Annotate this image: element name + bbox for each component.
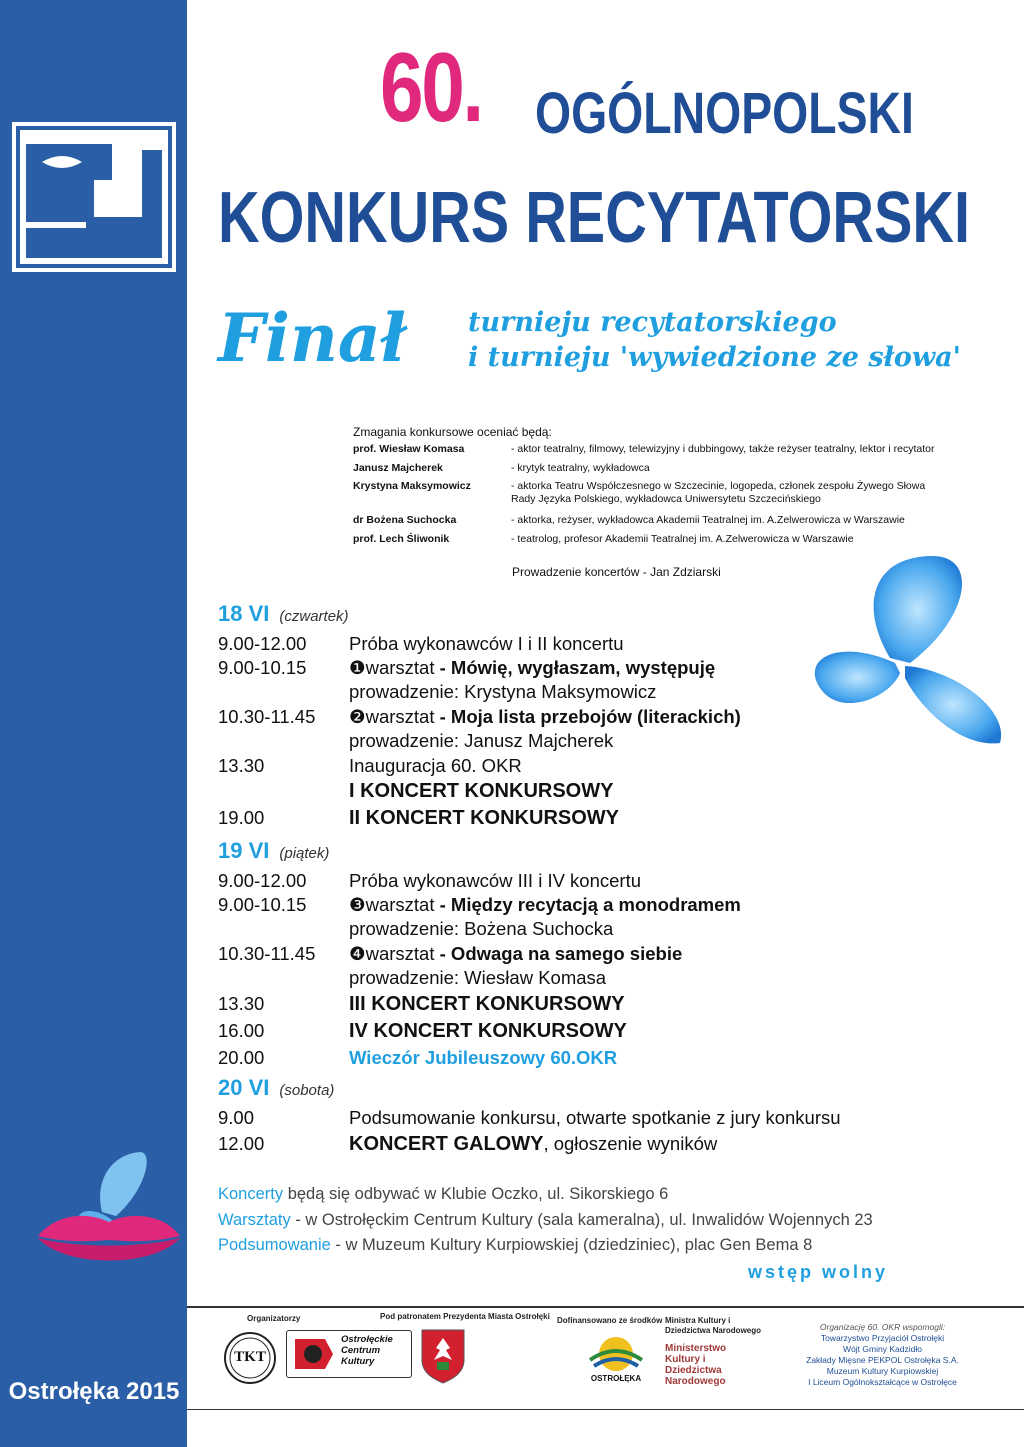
row-time: 13.30 — [218, 993, 265, 1014]
day-date: 19 VI — [218, 838, 270, 863]
jury-name: prof. Wiesław Komasa — [353, 443, 465, 455]
row-time: 10.30-11.45 — [218, 943, 316, 964]
day-weekday: (sobota) — [279, 1082, 335, 1099]
tkt-logo — [222, 1330, 278, 1386]
footer-bottom-divider — [187, 1409, 1024, 1410]
jury-name: Krystyna Maksymowicz — [353, 480, 471, 492]
day-heading — [218, 838, 329, 864]
day-date: 20 VI — [218, 1075, 270, 1100]
jury-member — [353, 462, 951, 475]
jury-name: Janusz Majcherek — [353, 462, 443, 474]
footer-divider — [187, 1306, 1024, 1308]
finale-word: Finał — [218, 299, 407, 377]
row-text: warsztat — [365, 894, 440, 915]
day-weekday: (piątek) — [279, 845, 330, 862]
title-line-2: KONKURS RECYTATORSKI — [218, 178, 971, 258]
helper-item: Towarzystwo Przyjaciół Ostrołęki — [820, 1333, 945, 1344]
occ-logo-icon — [291, 1335, 337, 1373]
row-text: prowadzenie: Bożena Suchocka — [349, 918, 614, 939]
row-bold: II KONCERT KONKURSOWY — [349, 807, 619, 829]
row-time: 10.30-11.45 — [218, 706, 316, 727]
location-line — [218, 1185, 668, 1204]
row-time: 16.00 — [218, 1020, 265, 1041]
title-line-1: OGÓLNOPOLSKI — [535, 81, 914, 146]
host-line: Prowadzenie koncertów - Jan Zdziarski — [512, 565, 721, 579]
helper-item: I Liceum Ogólnokształcące w Ostrołęce — [808, 1377, 957, 1388]
ostroleka-logo — [584, 1334, 648, 1390]
jury-member — [353, 480, 941, 506]
row-time: 9.00-12.00 — [218, 870, 307, 891]
city-year: Ostrołęka 2015 — [8, 1378, 180, 1405]
jury-desc: - aktorka, reżyser, wykładowca Akademii Teatralnej im. A.Zelwerowicza w Warszawie — [511, 514, 905, 526]
row-time: 13.30 — [218, 755, 265, 776]
butterfly-icon — [780, 548, 1020, 748]
patronage-label: Pod patronatem Prezydenta Miasta Ostrołęki — [380, 1312, 550, 1321]
workshop-number-icon: ❹ — [349, 943, 366, 964]
row-bold: III KONCERT KONKURSOWY — [349, 993, 625, 1015]
row-bold: - Mówię, wygłaszam, występuję — [439, 657, 716, 678]
row-text: , ogłoszenie wyników — [543, 1133, 718, 1154]
ministry-logo: Ministerstwo Kultury i Dziedzictwa Narodowego — [665, 1343, 727, 1387]
coat-of-arms-icon — [420, 1328, 466, 1384]
row-time: 12.00 — [218, 1133, 265, 1154]
row-text: Próba wykonawców III i IV koncertu — [349, 870, 642, 891]
location-line — [218, 1211, 873, 1230]
location-line — [218, 1236, 812, 1255]
workshop-number-icon: ❷ — [349, 706, 366, 727]
ostroleka-text: OSTROŁĘKA — [590, 1374, 642, 1383]
row-bold: - Odwaga na samego siebie — [439, 943, 683, 964]
day-weekday: (czwartek) — [279, 608, 349, 625]
tkt-text: TKT — [234, 1349, 266, 1365]
helpers-heading: Organizację 60. OKR wspomogli: — [819, 1322, 946, 1332]
ministry-label: Ministra Kultury i Dziedzictwa Narodowego — [665, 1316, 762, 1335]
helper-item: Muzeum Kultury Kurpiowskiej — [826, 1366, 939, 1377]
row-bold: IV KONCERT KONKURSOWY — [349, 1020, 627, 1042]
row-time: 20.00 — [218, 1047, 265, 1068]
location-text: - w Muzeum Kultury Kurpiowskiej (dziedziniec), plac Gen Bema 8 — [330, 1236, 813, 1254]
free-entry: wstęp wolny — [748, 1262, 889, 1282]
row-text: prowadzenie: Wiesław Komasa — [349, 967, 607, 988]
row-text: prowadzenie: Janusz Majcherek — [349, 730, 614, 751]
jury-desc: - aktorka Teatru Współczesnego w Szczecinie, logopeda, członek zespołu Żywego Słowa Rady Języka Polskiego, wykładowca Uniwersytetu Szczecińskiego — [511, 480, 926, 506]
jury-member — [353, 443, 951, 456]
day-heading — [218, 1075, 334, 1101]
workshop-number-icon: ❸ — [349, 894, 366, 915]
lips-butterfly-icon — [34, 1150, 184, 1270]
jury-name: prof. Lech Śliwonik — [353, 533, 450, 545]
day-date: 18 VI — [218, 601, 270, 626]
location-key: Podsumowanie — [218, 1236, 331, 1254]
row-text: Podsumowanie konkursu, otwarte spotkanie z jury konkursu — [349, 1107, 841, 1128]
festival-logo — [12, 122, 176, 272]
title-number: 60. — [380, 32, 482, 142]
location-text: będą się odbywać w Klubie Oczko, ul. Sikorskiego 6 — [283, 1185, 669, 1203]
row-text: warsztat — [365, 943, 440, 964]
subtitle-line-1: turnieju recytatorskiego — [468, 307, 837, 338]
row-highlight: Wieczór Jubileuszowy 60.OKR — [349, 1047, 618, 1068]
jury-desc: - teatrolog, profesor Akademii Teatralnej im. A.Zelwerowicza w Warszawie — [511, 533, 854, 545]
finale-subtitle — [468, 306, 961, 375]
jury-desc: - krytyk teatralny, wykładowca — [511, 462, 650, 474]
helper-item: Wójt Gminy Kadzidło — [843, 1344, 922, 1355]
row-time: 9.00-10.15 — [218, 894, 307, 915]
jury-heading: Zmagania konkursowe oceniać będą: — [353, 425, 552, 439]
cofinanced-label: Dofinansowano ze środków — [557, 1316, 663, 1325]
organizers-label: Organizatorzy — [247, 1314, 301, 1323]
row-time: 19.00 — [218, 807, 265, 828]
row-text: Inauguracja 60. OKR — [349, 755, 522, 776]
jury-name: dr Bożena Suchocka — [353, 514, 457, 526]
location-key: Warsztaty — [218, 1211, 291, 1229]
face-logo-icon — [12, 122, 176, 272]
row-bold: - Moja lista przebojów (literackich) — [439, 706, 741, 727]
location-key: Koncerty — [218, 1185, 284, 1203]
row-text: warsztat — [365, 706, 440, 727]
helpers-block — [775, 1322, 990, 1388]
subtitle-line-2: i turnieju 'wywiedzione ze słowa' — [468, 341, 961, 373]
row-text: warsztat — [365, 657, 440, 678]
helper-item: Zakłady Mięsne PEKPOL Ostrołęka S.A. — [806, 1355, 959, 1366]
occ-logo — [286, 1330, 412, 1378]
row-text: prowadzenie: Krystyna Maksymowicz — [349, 681, 657, 702]
row-time: 9.00 — [218, 1107, 255, 1128]
row-bold: - Między recytacją a monodramem — [439, 894, 741, 915]
occ-name: Ostrołęckie Centrum Kultury — [341, 1334, 393, 1367]
row-time: 9.00-10.15 — [218, 657, 307, 678]
workshop-number-icon: ❶ — [349, 657, 366, 678]
day-heading — [218, 601, 349, 627]
jury-member — [353, 533, 951, 546]
ostroleka-logo-icon — [584, 1334, 648, 1374]
jury-desc: - aktor teatralny, filmowy, telewizyjny i dubbingowy, także reżyser teatralny, lektor i recytator — [511, 443, 935, 455]
jury-member — [353, 514, 951, 527]
location-text: - w Ostrołęckim Centrum Kultury (sala kameralna), ul. Inwalidów Wojennych 23 — [290, 1211, 873, 1229]
row-bold: I KONCERT KONKURSOWY — [349, 780, 614, 802]
row-time: 9.00-12.00 — [218, 633, 307, 654]
row-text: Próba wykonawców I i II koncertu — [349, 633, 624, 654]
row-bold: KONCERT GALOWY — [349, 1133, 544, 1155]
